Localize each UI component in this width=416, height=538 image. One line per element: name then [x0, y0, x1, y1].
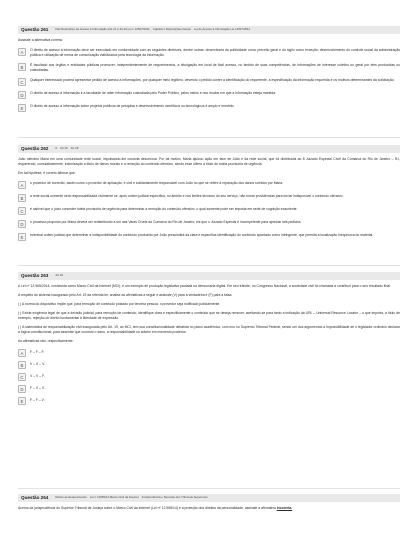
option-letter[interactable]: C: [18, 373, 26, 381]
option-c[interactable]: [18, 77, 400, 86]
option-letter[interactable]: A: [18, 349, 26, 357]
question-264: [18, 494, 400, 515]
question-statement: [18, 506, 400, 511]
option-letter[interactable]: E: [18, 104, 26, 112]
question-title: Questão 264: [21, 495, 49, 501]
option-c[interactable]: [18, 372, 400, 381]
question-prompt: Em tal hipótese, é correto afirmar que:: [18, 171, 76, 175]
question-header: [18, 26, 400, 34]
topic-tag[interactable]: Das Restrições de Acesso à Informação arts 21 a 31 da Lei n 12527/2011: [55, 27, 150, 32]
option-b[interactable]: [18, 193, 400, 202]
option-text: O direito de acesso à informação sobre projetos públicos de pesquisa e desenvolvimento científicos ou tecnológicos é amplo e irrestrito.: [30, 104, 235, 109]
option-a[interactable]: [18, 47, 400, 58]
option-text: O direito de acesso à informação deve ser executado em conformidade com as seguintes diretrizes, dentre outras: observância da publicidade como preceito geral e do sigilo como exceção; desenvolvimento do controle social da administração pública e utilização de meios de comunicação viabilizados pela tecnologia da informação.: [30, 48, 400, 58]
option-letter[interactable]: D: [18, 220, 26, 228]
option-letter[interactable]: B: [18, 361, 26, 369]
option-d[interactable]: [18, 219, 400, 228]
option-letter[interactable]: A: [18, 181, 26, 189]
option-d[interactable]: [18, 90, 400, 99]
topic-tag[interactable]: Art 19: [55, 273, 64, 278]
option-e[interactable]: [18, 232, 400, 241]
option-e[interactable]: [18, 103, 400, 112]
question-262: [18, 145, 400, 245]
question-prompt: As afirmativas são, respectivamente:: [18, 339, 74, 343]
question-header: [18, 145, 400, 153]
topic-tag[interactable]: Capítulo I Disposições Gerais: [152, 27, 191, 32]
topic-tag[interactable]: Direito ao Esquecimento: [55, 495, 87, 500]
option-e[interactable]: [18, 396, 400, 405]
question-statement: A Lei nº 12.965/2014, conhecida como Marco Civil da Internet (MCI), é um exemplo de produção legislativa pautada na democracia digital. Em seu trâmite, no Congresso Nacional, a sociedade civil foi chamada a contribuir para o seu resultado final.: [18, 284, 391, 288]
option-text: é cabível que o juízo conceder tutela provisória de urgência para determinar a remoção do conteúdo ofensivo, o qual somente pode ser imposta em sede de cognição exauriente.: [30, 207, 298, 212]
topic-tag[interactable]: Lei n 12965/14 Marco Civil da Internet: [89, 495, 139, 500]
option-letter[interactable]: D: [18, 91, 26, 99]
option-text: o processo proposto por Maria deverá ser redistribuído a um das Varas Cíveis da Comarca do Rio de Janeiro, eis que o Juizado Especial é incompetente para apreciar tais pedidos.: [30, 220, 302, 225]
option-text: Qualquer interessado poderá apresentar pedido de acesso a informações, por qualquer meio legítimo, devendo o pedido conter a identificação do requerente, a especificação da informação requerida e os motivos determinantes da solicitação.: [30, 78, 395, 83]
topic-tag[interactable]: Art 16: [59, 146, 68, 151]
question-divider: [18, 488, 400, 489]
question-statement: João ofendeu Maria em uma comunidade rede social, impulsando-lhe conduta desonrosa. Por tal motivo, Maria ajuizou ação em face de João e da rede social, que foi distribuída ao 8 Juizado Especial Cível da Comarca do Rio de Janeiro – RJ, requerendo, cumulativamente, indenização a título de danos morais e a remoção do conteúdo ofensivo, sendo esse último a título de tutela provisória de urgência.: [18, 157, 400, 166]
question-divider: [18, 137, 400, 138]
true-false-statement: ( ) A sistemática de responsabilização civil inaugurada pelo Art. 19, do MCI, tem sua constitucionalidade debatida no plano acadêmico, com eco no Supremo Tribunal Federal, sendo um dos argumentos a impossibilidade de o legislador ordinário declarar a lógica constitucional, para assentar que ocorrido o dano, a responsabilidade só advém em momento posterior.: [18, 325, 400, 334]
option-text: É facultado aos órgãos e entidades públicas promover, independentemente de requerimentos, a divulgação em local de fácil acesso, no âmbito de suas competências, de informações de interesse coletivo ou geral por eles produzidas ou custodiadas.: [30, 63, 400, 73]
option-letter[interactable]: A: [18, 48, 26, 56]
option-text: O direito de acesso à informação é a faculdade de obter informação custodiada pelo Poder Público, pelos meios e nos modos em que a informação esteja mantida.: [30, 91, 276, 96]
option-b[interactable]: [18, 62, 400, 73]
option-letter[interactable]: C: [18, 207, 26, 215]
true-false-statement: ( ) A norma do dispositivo implie que, para remoção de conteúdo postado por terceira pessoa, o provedor seja notificado judicialmente.: [18, 302, 221, 306]
question-instruction: A respeito do sistema inaugurado pelo Art. 19 da referida lei, analise as afirmativas a seguir e assinale (V) para a verdadeira e (F) para a falsa.: [18, 293, 233, 297]
option-letter[interactable]: E: [18, 233, 26, 241]
true-false-statement: ( ) Existe exigência legal de que a decisão judicial, para remoção de conteúdo, identifique clara e especificamente o conteúdo que se deseja remover, aceitando-se para tanto a indicação da URL – Universal Resource Locator – o que importa, a título de exemplo, rejeição do direito fundamental à liberdade de expressão.: [18, 311, 400, 320]
option-letter[interactable]: D: [18, 385, 26, 393]
option-letter[interactable]: B: [18, 63, 26, 71]
option-text: eventual ordem judicial que determinar a indisponibilidade do conteúdo produzido por João prescindirá da clara e específica identificação do conteúdo apontado como infringente, que permita a localização inequívoca do material.: [30, 233, 374, 238]
question-divider: [18, 265, 400, 266]
topic-tag[interactable]: 0: [55, 146, 57, 151]
option-text: F – F – V.: [30, 397, 45, 402]
option-a[interactable]: [18, 180, 400, 189]
question-title: Questão 262: [21, 146, 49, 152]
question-header: [18, 272, 400, 280]
question-261: [18, 26, 400, 116]
option-text: o provedor de conexão, assim como o provedor de aplicação, é civil e solidariamente responsável com João no que se refere à reparação dos danos sofridos por Maria.: [30, 181, 284, 186]
topic-tag[interactable]: Lei de Acesso à Informação Lei 12527/2011: [193, 27, 251, 32]
topic-tag[interactable]: Jurisprudência e Súmulas dos Tribunais Superiores: [141, 495, 208, 500]
question-263: [18, 272, 400, 408]
option-text: V – V – F.: [30, 373, 45, 378]
emphasis-word: [277, 506, 292, 510]
option-letter[interactable]: E: [18, 397, 26, 405]
option-d[interactable]: [18, 384, 400, 393]
topic-tag[interactable]: Art 18: [70, 146, 79, 151]
option-b[interactable]: [18, 360, 400, 369]
option-letter[interactable]: B: [18, 194, 26, 202]
emphasis-text: incorreta.: [276, 506, 293, 510]
question-title: Questão 261: [21, 27, 49, 33]
question-header: [18, 494, 400, 502]
option-text: F – F – F.: [30, 349, 45, 354]
statement-text: Acerca da jurisprudência do Superior Tribunal de Justiça sobre o Marco Civil da Internet (Lei nº 12.965/14) e a proteção dos direitos da personalidade, assinale a afirmativa: [18, 506, 276, 510]
option-c[interactable]: [18, 206, 400, 215]
question-title: Questão 263: [21, 273, 49, 279]
option-a[interactable]: [18, 348, 400, 357]
option-text: V – V – V.: [30, 361, 45, 366]
option-letter[interactable]: C: [18, 78, 26, 86]
option-text: F – V – V.: [30, 385, 45, 390]
option-text: a rede social somente será responsabilizada civilmente se, após ordem judicial específica, no âmbito e nos limites técnicos do seu serviço, não tomar providências para tornar indisponível o conteúdo ofensivo.: [30, 194, 344, 199]
question-prompt: Assinale a alternativa correta:: [18, 38, 63, 42]
